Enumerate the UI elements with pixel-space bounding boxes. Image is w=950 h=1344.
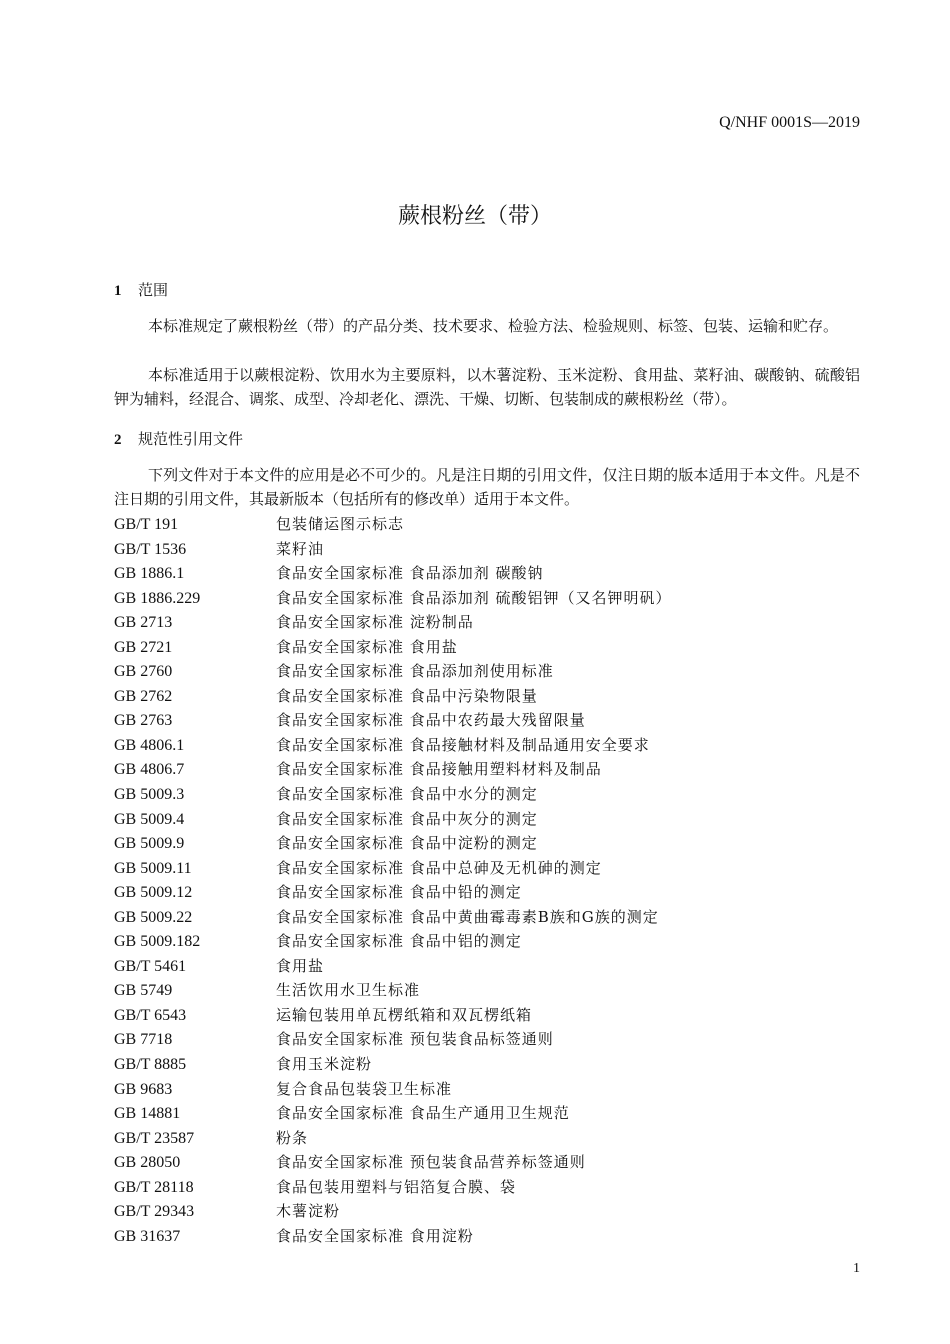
reference-title: 生活饮用水卫生标准	[276, 981, 421, 1000]
section-title: 范围	[138, 281, 169, 299]
reference-title: 食用玉米淀粉	[276, 1055, 373, 1074]
reference-item	[114, 537, 672, 562]
reference-item	[114, 586, 672, 611]
reference-title: 木薯淀粉	[276, 1202, 341, 1221]
section-heading-scope	[114, 279, 168, 300]
section-heading-normative-references	[114, 428, 243, 449]
reference-title: 食品安全国家标准 食品添加剂 硫酸铝钾（又名钾明矾）	[276, 588, 672, 607]
reference-item	[114, 978, 672, 1003]
reference-code: GB 2721	[114, 638, 173, 656]
reference-code: GB 5009.3	[114, 786, 185, 804]
reference-item	[114, 1077, 672, 1102]
reference-item	[114, 733, 672, 758]
reference-title: 食品安全国家标准 食品中水分的测定	[276, 785, 538, 804]
reference-list	[114, 512, 672, 1248]
reference-item	[114, 1175, 672, 1200]
reference-title: 食品安全国家标准 食品中农药最大残留限量	[276, 711, 586, 730]
reference-code: GB/T 28118	[114, 1178, 194, 1196]
section-number: 1	[114, 283, 122, 299]
reference-title: 食品安全国家标准 食品中总砷及无机砷的测定	[276, 858, 602, 877]
reference-item	[114, 512, 672, 537]
reference-title: 食品安全国家标准 食品中铝的测定	[276, 932, 522, 951]
reference-code: GB 5009.9	[114, 835, 185, 853]
reference-code: GB/T 5461	[114, 957, 187, 975]
reference-title: 食品安全国家标准 食用淀粉	[276, 1226, 474, 1245]
reference-code: GB 28050	[114, 1154, 181, 1172]
reference-title: 菜籽油	[276, 539, 325, 558]
reference-item	[114, 1052, 672, 1077]
reference-item	[114, 1027, 672, 1052]
references-intro-paragraph: 下列文件对于本文件的应用是必不可少的。凡是注日期的引用文件，仅注日期的版本适用于本文件。凡是不注日期的引用文件，其最新版本（包括所有的修改单）适用于本文件。	[114, 466, 860, 508]
reference-code: GB 14881	[114, 1105, 181, 1123]
reference-title: 包装储运图示标志	[276, 515, 405, 533]
reference-item	[114, 1150, 672, 1175]
reference-item	[114, 708, 672, 733]
reference-code: GB 5009.4	[114, 810, 185, 828]
reference-code: GB 31637	[114, 1227, 181, 1245]
reference-code: GB 9683	[114, 1080, 173, 1098]
reference-title: 食品安全国家标准 食品接触材料及制品通用安全要求	[276, 735, 650, 754]
reference-code: GB/T 1536	[114, 540, 187, 558]
page-number: 1	[853, 1261, 860, 1276]
reference-title: 复合食品包装袋卫生标准	[276, 1079, 453, 1098]
reference-title: 食品安全国家标准 预包装食品标签通则	[276, 1030, 554, 1049]
reference-code: GB 7718	[114, 1031, 173, 1049]
reference-item	[114, 610, 672, 635]
reference-item	[114, 856, 672, 881]
reference-code: GB 5009.22	[114, 908, 193, 926]
reference-item	[114, 905, 672, 930]
reference-code: GB 2713	[114, 614, 173, 632]
reference-code: GB 4806.7	[114, 761, 185, 779]
scope-paragraph-1: 本标准规定了蕨根粉丝（带）的产品分类、技术要求、检验方法、检验规则、标签、包装、运输和贮存。	[148, 317, 839, 335]
section-title: 规范性引用文件	[138, 430, 244, 448]
reference-title: 粉条	[276, 1128, 309, 1147]
reference-item	[114, 880, 672, 905]
reference-code: GB 2762	[114, 687, 173, 705]
reference-title: 食品包装用塑料与铝箔复合膜、袋	[276, 1177, 517, 1196]
reference-title: 运输包装用单瓦楞纸箱和双瓦楞纸箱	[276, 1005, 533, 1024]
reference-code: GB/T 6543	[114, 1006, 187, 1024]
reference-code: GB 2760	[114, 663, 173, 681]
reference-item	[114, 807, 672, 832]
reference-title: 食品安全国家标准 食品中灰分的测定	[276, 809, 538, 828]
reference-item	[114, 782, 672, 807]
reference-item	[114, 659, 672, 684]
reference-item	[114, 1003, 672, 1028]
reference-code: GB/T 191	[114, 516, 179, 533]
reference-title: 食品安全国家标准 食品生产通用卫生规范	[276, 1104, 570, 1123]
reference-code: GB/T 8885	[114, 1056, 187, 1074]
reference-title: 食品安全国家标准 食品接触用塑料材料及制品	[276, 760, 602, 779]
reference-item	[114, 831, 672, 856]
reference-code: GB 2763	[114, 712, 173, 730]
document-title: 蕨根粉丝（带）	[397, 204, 552, 229]
document-code: Q/NHF 0001S—2019	[719, 114, 860, 131]
reference-title: 食品安全国家标准 食用盐	[276, 637, 458, 656]
reference-title: 食品安全国家标准 预包装食品营养标签通则	[276, 1153, 586, 1172]
reference-item	[114, 757, 672, 782]
reference-item	[114, 954, 672, 979]
reference-item	[114, 1199, 672, 1224]
reference-code: GB 5009.182	[114, 933, 201, 951]
reference-title: 食品安全国家标准 食品中污染物限量	[276, 686, 538, 705]
reference-code: GB/T 29343	[114, 1203, 195, 1221]
reference-item	[114, 1224, 672, 1249]
reference-title: 食用盐	[276, 956, 325, 975]
reference-item	[114, 561, 672, 586]
reference-title: 食品安全国家标准 食品中黄曲霉毒素B族和G族的测定	[276, 907, 659, 926]
reference-title: 食品安全国家标准 食品添加剂 碳酸钠	[276, 564, 544, 583]
reference-code: GB 5749	[114, 982, 173, 1000]
reference-code: GB 1886.1	[114, 565, 185, 583]
section-number: 2	[114, 432, 122, 448]
reference-item	[114, 635, 672, 660]
reference-title: 食品安全国家标准 食品添加剂使用标准	[276, 662, 554, 681]
reference-title: 食品安全国家标准 淀粉制品	[276, 613, 474, 632]
reference-item	[114, 929, 672, 954]
reference-code: GB 1886.229	[114, 589, 201, 607]
reference-title: 食品安全国家标准 食品中铅的测定	[276, 883, 522, 902]
reference-code: GB 5009.12	[114, 884, 193, 902]
reference-item	[114, 1101, 672, 1126]
reference-item	[114, 684, 672, 709]
reference-item	[114, 1126, 672, 1151]
scope-paragraph-2: 本标准适用于以蕨根淀粉、饮用水为主要原料，以木薯淀粉、玉米淀粉、食用盐、菜籽油、碳酸钠、硫酸铝钾为辅料，经混合、调浆、成型、冷却老化、漂洗、干燥、切断、包装制成的蕨根粉丝（带）。	[114, 366, 860, 408]
reference-code: GB 4806.1	[114, 736, 185, 754]
reference-code: GB 5009.11	[114, 859, 192, 877]
reference-title: 食品安全国家标准 食品中淀粉的测定	[276, 834, 538, 853]
reference-code: GB/T 23587	[114, 1129, 195, 1147]
